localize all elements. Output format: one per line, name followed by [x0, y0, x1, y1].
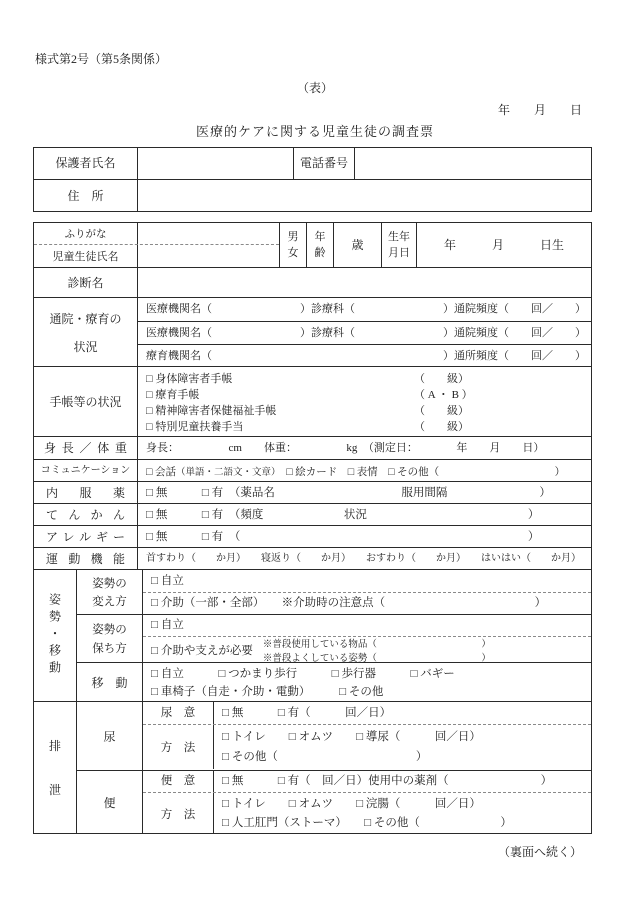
handbook-item-name: □ 精神障害者保健福祉手帳 — [146, 405, 277, 417]
birth-label-bottom: 月日 — [388, 247, 410, 259]
posture-hold-option-2: □ 介助や支えが必要 — [151, 645, 253, 657]
clinic-row-2: 医療機関名（ ）診療科（ ）通院頻度（ 回／ ） — [138, 321, 591, 344]
posture-hold-option-2-row — [143, 636, 591, 663]
age-label-top: 年 — [314, 230, 326, 243]
main-table — [33, 222, 592, 834]
student-name-label-cell — [34, 223, 137, 267]
sex-label-female: 女 — [287, 247, 299, 259]
urine-method-row — [143, 724, 591, 769]
diagnosis-label: 診断名 — [67, 276, 104, 290]
furigana-divider — [34, 244, 279, 245]
form-number: 様式第2号（第5条関係） — [35, 52, 168, 66]
clinic-status-label-line2: 状況 — [73, 339, 98, 354]
handbook-item — [146, 386, 583, 402]
communication-label: コミュニケーション — [40, 465, 131, 476]
stool-label: 便 — [77, 771, 143, 833]
clinic-status-label — [34, 298, 137, 366]
sex-label-cell — [279, 223, 306, 267]
epilepsy-label: てんかん — [46, 508, 125, 522]
epilepsy-value: □ 無 □ 有 （頻度 状況 ） — [137, 504, 591, 525]
posture-change-label — [77, 570, 143, 614]
motor-function-label: 運動機能 — [46, 552, 125, 566]
posture-hold-note-2: ※普段よくしている姿勢（ ） — [262, 654, 491, 664]
age-unit-label: 歳 — [333, 223, 381, 267]
date-line: 年 月 日 — [497, 103, 582, 117]
excretion-label-bottom: 泄 — [48, 782, 61, 797]
mobility-section — [77, 662, 591, 701]
stool-method-line-2: □ 人工肛門（ストーマ） □ その他（ ） — [222, 817, 512, 829]
student-name-value — [137, 223, 279, 267]
height-weight-label: 身長／体重 — [44, 441, 127, 455]
birth-date-value: 年 月 日生 — [416, 223, 591, 267]
age-label-bottom: 齢 — [314, 247, 326, 259]
stool-method-line-1: □ トイレ □ オムツ □ 浣腸（ 回／日） — [222, 798, 481, 810]
handbook-item — [146, 402, 583, 418]
urine-label: 尿 — [77, 702, 143, 770]
urine-section — [77, 702, 591, 770]
side-label: （表） — [296, 81, 333, 95]
stool-sense-row — [143, 771, 591, 792]
excretion-label — [34, 702, 77, 833]
posture-mobility-label: 姿勢・移動 — [34, 570, 77, 701]
posture-change-option-1: □ 自立 — [151, 575, 184, 587]
posture-hold-label-line1: 姿勢の — [92, 623, 127, 636]
communication-others: □ 絵カード □ 表情 □ その他（ ） — [275, 467, 566, 478]
urine-method-line-2: □ その他（ ） — [222, 751, 428, 763]
student-name-label: 児童生徒氏名 — [52, 250, 119, 263]
posture-hold-label — [77, 615, 143, 662]
guardian-name-label: 保護者氏名 — [55, 156, 116, 170]
urine-sense-value: □ 無 □ 有（ 回／日） — [222, 707, 392, 719]
height-weight-value: 身長： cm 体重： kg （測定日： 年 月 日） — [137, 437, 591, 459]
handbook-item-grade: （ 級） — [414, 373, 469, 385]
urine-sense-row — [143, 702, 591, 724]
clinic-row-3: 療育機関名（ ）通所頻度（ 回／ ） — [138, 344, 591, 366]
posture-change-label-line2: 変え方 — [92, 596, 127, 608]
posture-hold-note-1: ※普段使用している物品（ ） — [262, 640, 491, 650]
age-label-cell — [306, 223, 333, 267]
handbook-item — [146, 370, 583, 386]
urine-sense-label: 尿 意 — [143, 702, 214, 724]
guardian-table — [33, 147, 592, 212]
stool-section — [77, 770, 591, 833]
handbook-item-grade: （ 級） — [414, 405, 469, 417]
oral-medicine-value: □ 無 □ 有 （薬品名 服用間隔 ） — [137, 482, 591, 503]
handbook-item-grade: （ 級） — [414, 421, 469, 433]
communication-talk-note: （単語・二語文・文章） — [175, 468, 276, 478]
stool-sense-label: 便 意 — [143, 771, 214, 792]
posture-hold-option-1: □ 自立 — [151, 619, 184, 631]
phone-value — [354, 148, 591, 179]
motor-function-value: 首すわり（ か月） 寝返り（ か月） おすわり（ か月） はいはい（ か月） — [137, 548, 591, 569]
clinic-row-1: 医療機関名（ ）診療科（ ）通院頻度（ 回／ ） — [146, 303, 586, 315]
mobility-line-2: □ 車椅子（自走・介助・電動） □ その他 — [151, 686, 384, 698]
excretion-label-top: 排 — [48, 739, 61, 754]
handbook-item-grade: （ A ・ B ） — [414, 389, 473, 401]
posture-change-label-line1: 姿勢の — [92, 578, 127, 590]
address-value — [137, 180, 591, 211]
address-label: 住 所 — [67, 189, 104, 203]
communication-value — [137, 460, 591, 481]
phone-label: 電話番号 — [293, 148, 354, 179]
oral-medicine-label: 内服薬 — [46, 486, 125, 500]
stool-method-row — [143, 792, 591, 833]
urine-method-line-1: □ トイレ □ オムツ □ 導尿（ 回／日） — [222, 731, 481, 743]
mobility-label: 移 動 — [77, 663, 143, 701]
mobility-line-1: □ 自立 □ つかまり歩行 □ 歩行器 □ バギー — [151, 668, 455, 680]
clinic-status-label-line1: 通院・療育の — [49, 311, 122, 326]
urine-method-label: 方 法 — [143, 725, 214, 769]
birth-label-cell — [381, 223, 416, 267]
handbook-label: 手帳等の状況 — [49, 395, 122, 409]
posture-hold-section — [77, 614, 591, 662]
diagnosis-value — [137, 268, 591, 297]
posture-hold-label-line2: 保ち方 — [92, 643, 127, 656]
stool-method-label: 方 法 — [143, 793, 214, 833]
guardian-name-value — [137, 148, 293, 179]
handbook-item-name: □ 療育手帳 — [146, 389, 200, 401]
posture-change-option-2: □ 介助（一部・全部） ※介助時の注意点（ ） — [143, 592, 591, 614]
allergy-value: □ 無 □ 有 （ ） — [137, 526, 591, 547]
handbook-item — [146, 418, 583, 434]
stool-sense-value: □ 無 □ 有（ 回／日）使用中の薬剤（ ） — [222, 775, 553, 787]
birth-label-top: 生年 — [388, 230, 410, 243]
allergy-label: アレルギー — [46, 530, 125, 544]
page-title: 医療的ケアに関する児童生徒の調査票 — [195, 124, 434, 139]
handbook-item-name: □ 特別児童扶養手当 — [146, 421, 244, 433]
communication-talk: □ 会話 — [146, 467, 176, 478]
furigana-label: ふりがな — [64, 229, 107, 241]
sex-label-male: 男 — [287, 230, 299, 243]
footer-note: （裏面へ続く） — [497, 845, 582, 859]
handbook-item-name: □ 身体障害者手帳 — [146, 373, 233, 385]
posture-change-section — [77, 570, 591, 614]
